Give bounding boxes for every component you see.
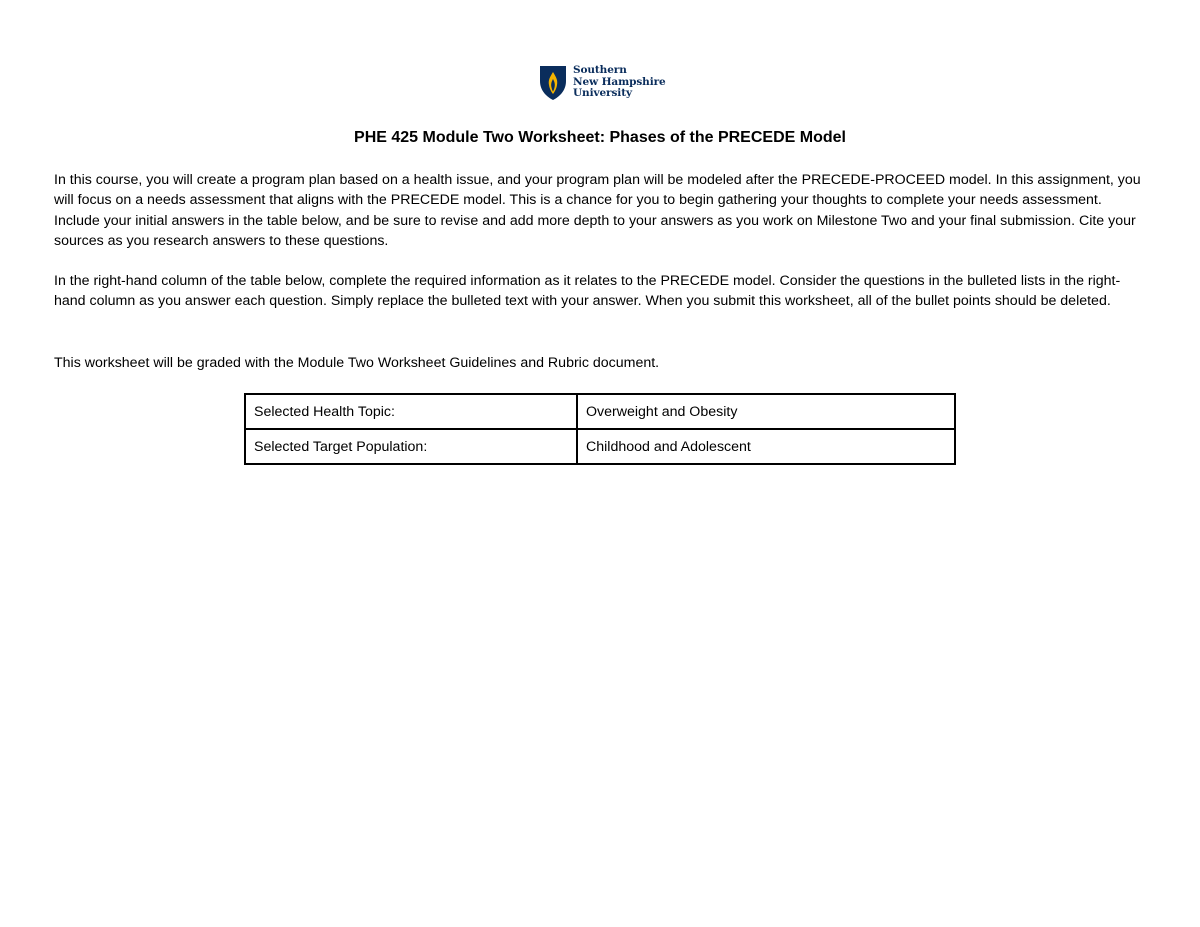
logo-line-university: University xyxy=(573,87,632,99)
table-row xyxy=(245,429,955,464)
logo-line-southern: Southern xyxy=(573,64,627,76)
intro-paragraph: In this course, you will create a program plan based on a health issue, and your program plan will be modeled after the PRECEDE-PROCEED model. In this assignment, you will focus on a needs assessment that aligns with the PRECEDE model. This is a chance for you to begin gathering your thoughts to complete your needs assessment. Include your initial answers in the table below, and be sure to revise and add more depth to your answers as you work on Milestone Two and your final submission. Cite your sources as you research answers to these questions. xyxy=(54,172,1141,249)
university-wordmark xyxy=(573,65,666,100)
table-row xyxy=(245,394,955,429)
table-label-cell: Selected Target Population: xyxy=(245,429,577,464)
table-value-cell[interactable]: Childhood and Adolescent xyxy=(577,429,955,464)
topic-table xyxy=(244,393,956,465)
table-label-cell: Selected Health Topic: xyxy=(245,394,577,429)
page-title: PHE 425 Module Two Worksheet: Phases of the PRECEDE Model xyxy=(354,129,846,146)
instructions-paragraph: In the right-hand column of the table below, complete the required information as it relates to the PRECEDE model. Consider the questions in the bulleted lists in the right-hand column as you answer each question. Simply replace the bulleted text with your answer. When you submit this worksheet, all of the bullet points should be deleted. xyxy=(54,273,1121,310)
grading-paragraph: This worksheet will be graded with the Module Two Worksheet Guidelines and Rubric document. xyxy=(54,355,660,371)
table-value-cell[interactable]: Overweight and Obesity xyxy=(577,394,955,429)
university-logo xyxy=(539,65,669,105)
shield-flame-icon xyxy=(539,65,567,101)
logo-line-new-hampshire: New Hampshire xyxy=(573,75,666,88)
